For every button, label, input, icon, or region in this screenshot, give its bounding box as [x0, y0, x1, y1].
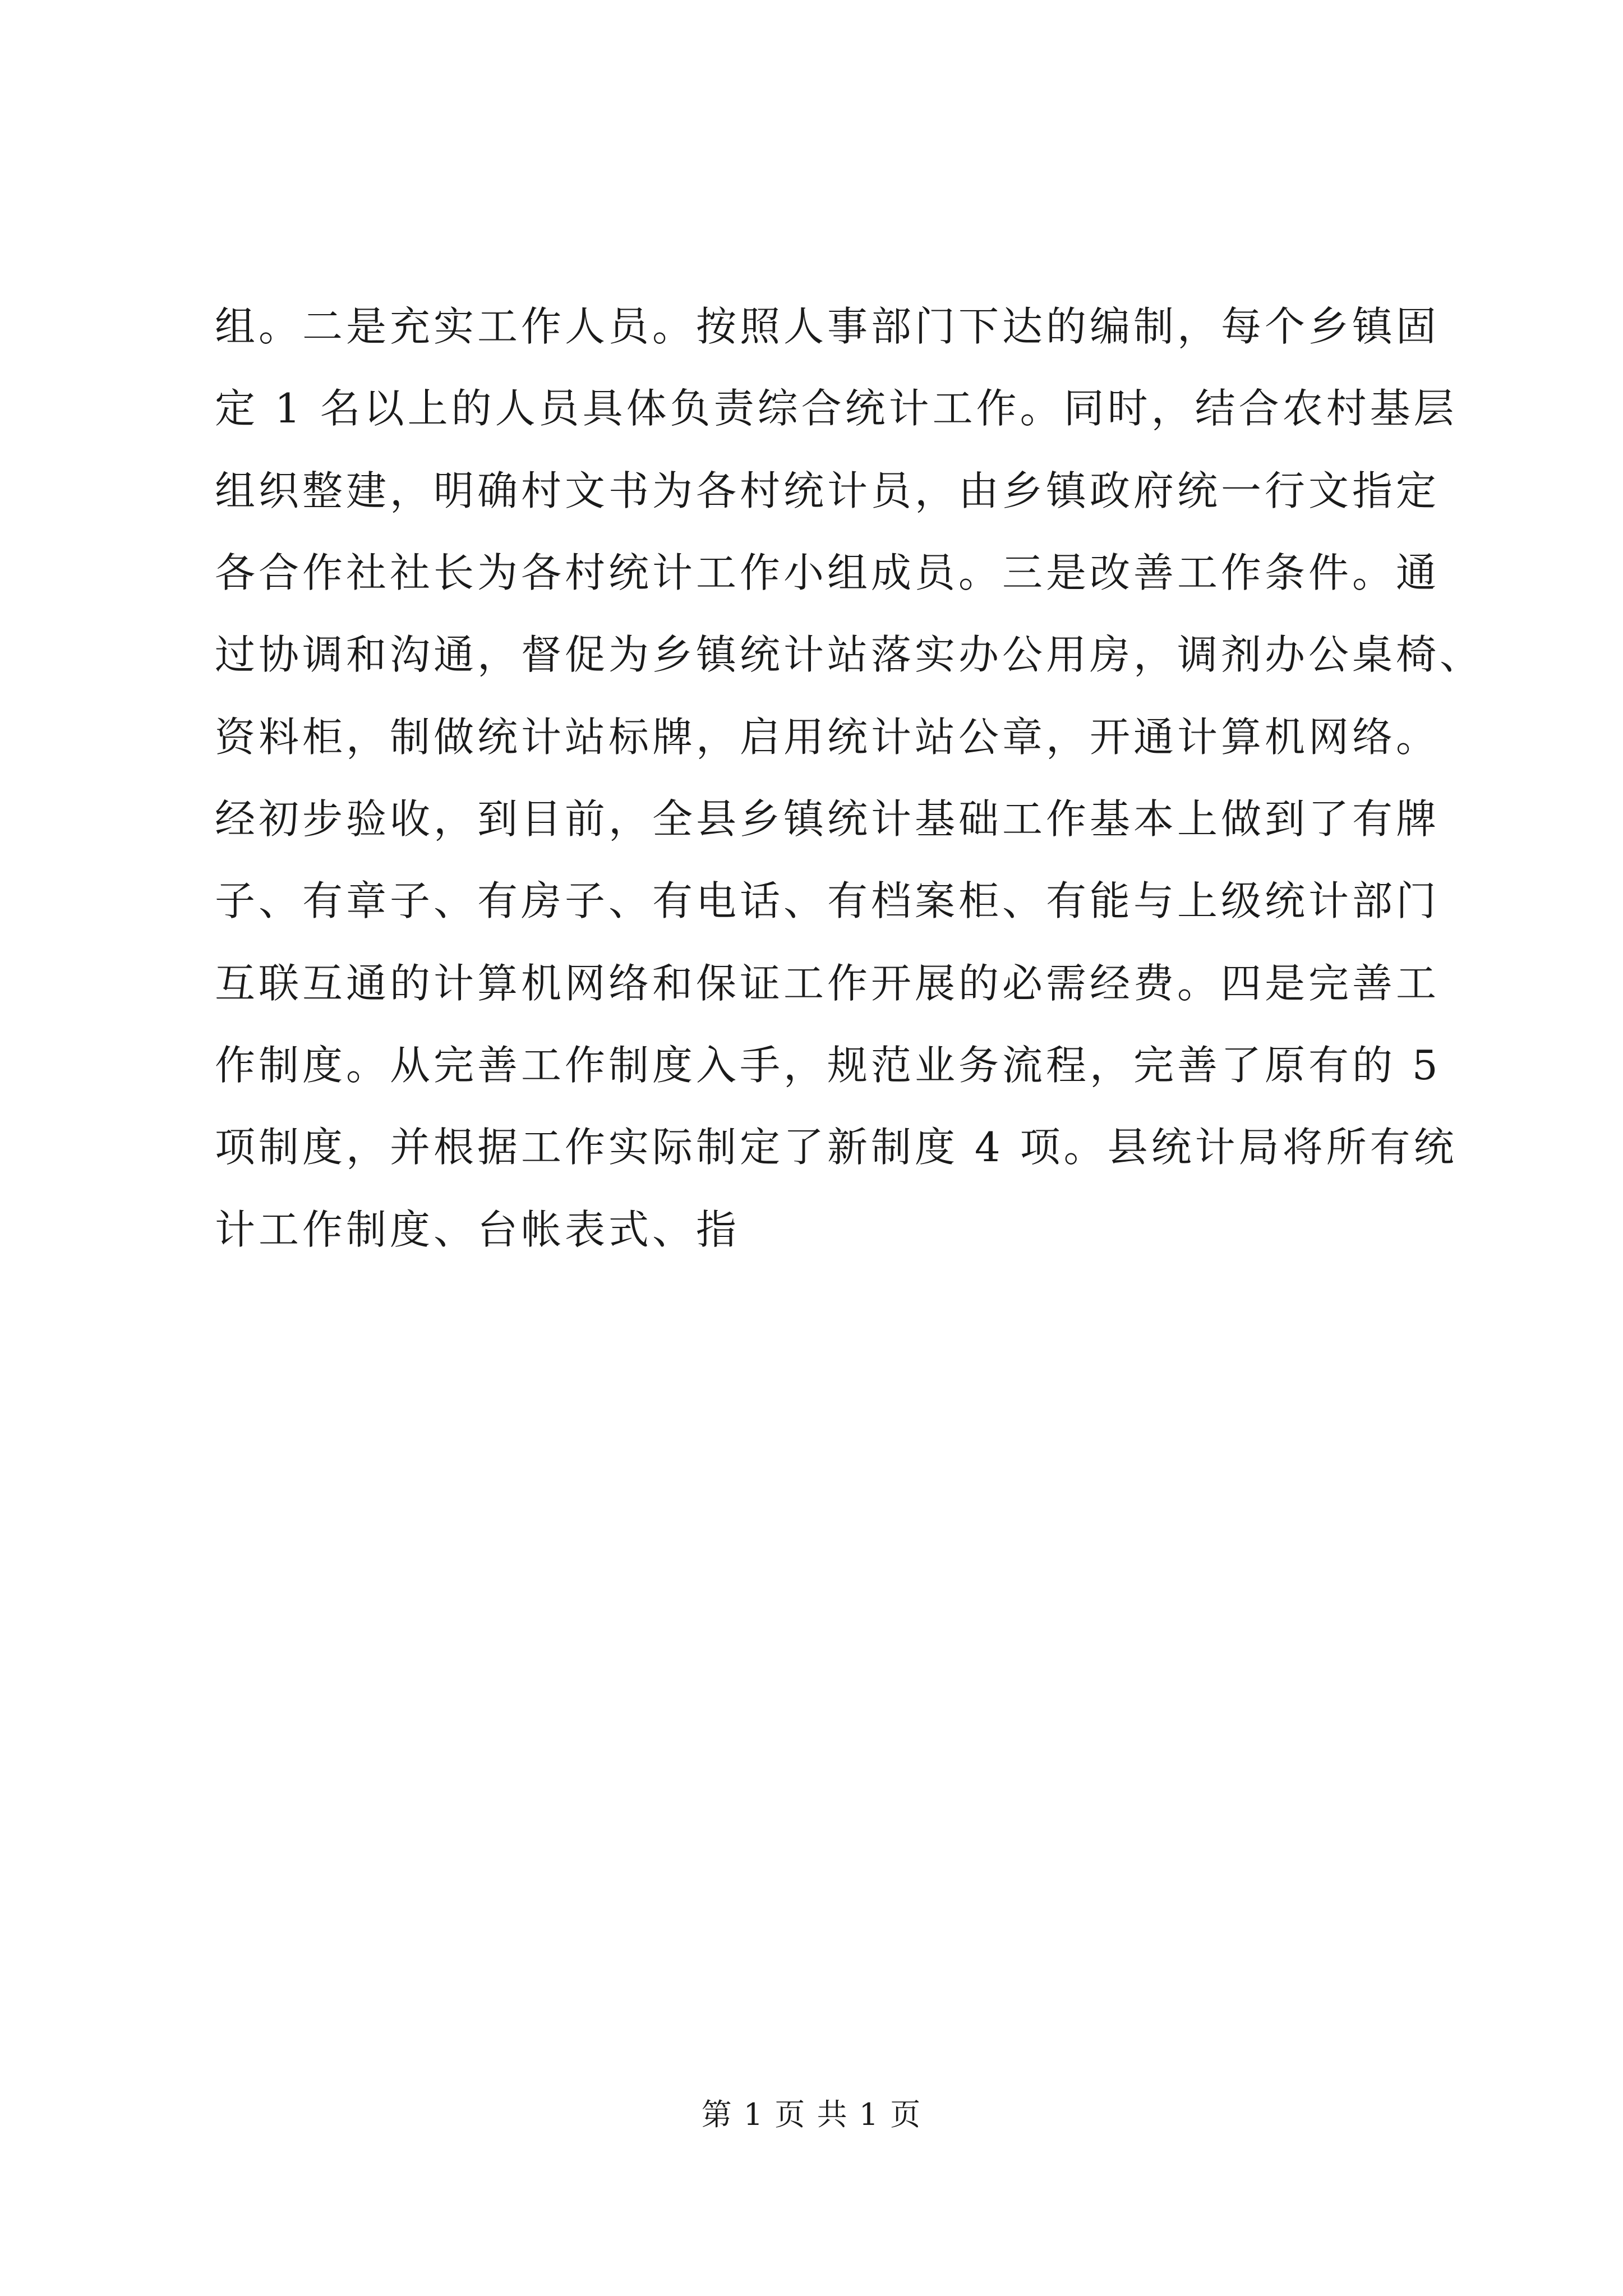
page-number-footer: 第 1 页 共 1 页: [701, 2097, 922, 2132]
text-line: 资料柜，制做统计站标牌，启用统计站公章，开通计算机网络。: [215, 714, 1440, 761]
text-line: 作制度。从完善工作制度入手，规范业务流程，完善了原有的 5: [215, 1042, 1441, 1089]
text-line: 定 1 名以上的人员具体负责综合统计工作。同时，结合农村基层: [215, 385, 1458, 432]
text-line: 各合作社社长为各村统计工作小组成员。三是改善工作条件。通: [215, 549, 1440, 596]
text-line: 互联互通的计算机网络和保证工作开展的必需经费。四是完善工: [215, 960, 1440, 1007]
text-line: 子、有章子、有房子、有电话、有档案柜、有能与上级统计部门: [215, 877, 1440, 924]
text-line: 经初步验收，到目前，全县乡镇统计基础工作基本上做到了有牌: [215, 795, 1440, 843]
text-line: 过协调和沟通，督促为乡镇统计站落实办公用房，调剂办公桌椅、: [215, 631, 1484, 678]
text-line: 组。二是充实工作人员。按照人事部门下达的编制，每个乡镇固: [215, 303, 1440, 350]
text-line: 组织整建，明确村文书为各村统计员，由乡镇政府统一行文指定: [215, 467, 1440, 514]
text-line: 计工作制度、台帐表式、指: [215, 1206, 740, 1253]
text-line: 项制度，并根据工作实际制定了新制度 4 项。县统计局将所有统: [215, 1124, 1458, 1171]
